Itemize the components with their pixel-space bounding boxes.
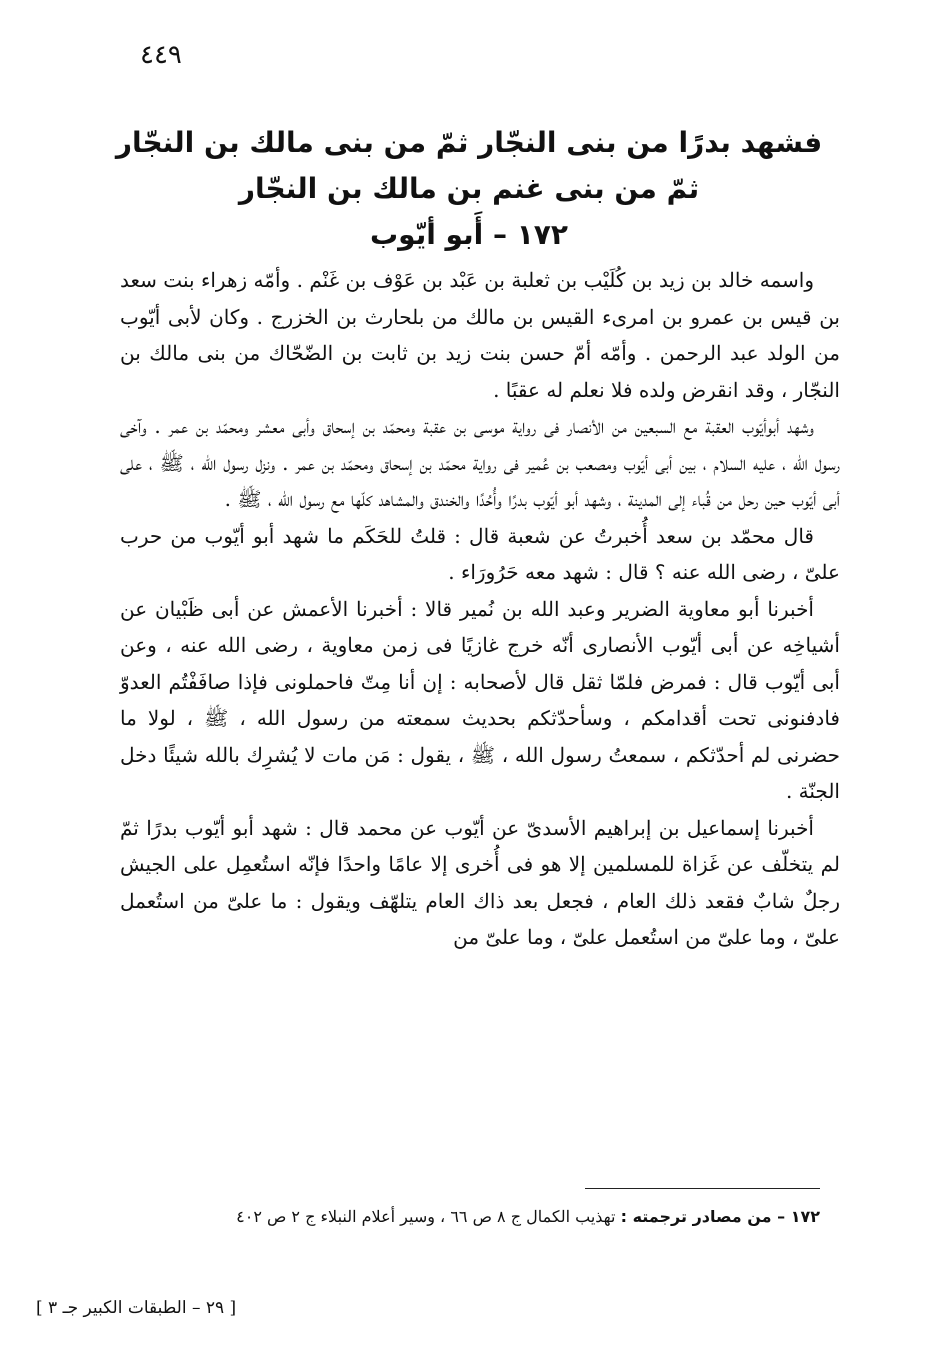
- paragraph: وشهد أبوأيّوب العقبة مع السبعين من الأنصار فى رواية موسى بن عقبة ومحمّد بن إسحاق وأبى معشر ومحمّد بن عمر . وآخى رسول الله ، عليه السلام ، بين أبى أيّوب ومصعب بن عُمير فى رواية محمّد بن إسحاق ومحمّد بن عمر . ونزل رسول الله ، ﷺ ، على أبى أيّوب حين رحل من قُباء إلى المدينة ، وشهد أبو أيّوب بدرًا وأُحُدًا والخندق والمشاهد كلّها مع رسول الله ، ﷺ .: [120, 414, 840, 511]
- footnote-label: ١٧٢ – من مصادر ترجمته :: [620, 1207, 820, 1226]
- printer-signature: [ ٢٩ – الطبقات الكبير جـ ٣ ]: [36, 1298, 237, 1318]
- section-heading-1: فشهد بدرًا من بنى النجّار ثمّ من بنى مالك بن النجّار: [115, 126, 823, 159]
- footnote-text: تهذيب الكمال ج ٨ ص ٦٦ ، وسير أعلام النبلاء ج ٢ ص ٤٠٢: [236, 1207, 616, 1226]
- paragraph: واسمه خالد بن زيد بن كُلَيْب بن ثعلبة بن عَبْد بن عَوْف بن غَنْم . وأمّه زهراء بنت سعد بن قيس بن عمرو بن امرىء القيس بن مالك من بلحارث بن الخزرج . وكان لأبى أيّوب من الولد عبد الرحمن . وأمّه أمّ حسن بنت زيد بن ثابت بن الضّحّاك من بنى مالك بن النجّار ، وقد انقرض ولده فلا نعلم له عقبًا .: [120, 268, 840, 402]
- paragraph: أخبرنا إسماعيل بن إبراهيم الأسدىّ عن أيّوب عن محمد قال : شهد أبو أيّوب بدرًا ثمّ لم يتخلّف عن غَزاة للمسلمين إلا هو فى أُخرى إلا عامًا واحدًا فإنّه استُعمِل على الجيش رجلٌ شابٌ فقعد ذلك العام ، فجعل بعد ذاك العام يتلهّف ويقول : ما علىّ من استُعمل علىّ ، وما علىّ من استُعمل علىّ ، وما علىّ من: [120, 815, 840, 949]
- page-number: ٤٤٩: [140, 40, 182, 70]
- main-text: [120, 262, 840, 956]
- footnote-divider: [585, 1188, 820, 1189]
- paragraph: قال محمّد بن سعد أُخبرتُ عن شعبة قال : قلتُ للحَكَم ما شهد أبو أيّوب من حرب علىّ ، رضى الله عنه ؟ قال : شهد معه حَرُورَاء .: [120, 523, 840, 584]
- footnote: [120, 1200, 820, 1234]
- paragraph: أخبرنا أبو معاوية الضرير وعبد الله بن نُمير قالا : أخبرنا الأعمش عن أبى ظَبْيان عن أشياخِه عن أبى أيّوب الأنصارى أنّه خرج غازيًا فى زمن معاوية ، رضى الله عنه ، وعن أبى أيّوب قال : فمرض فلمّا ثقل قال لأصحابه : إن أنا مِتّ فاحملونى فإذا صافَفْتُم العدوّ فادفنونى تحت أقدامكم ، وسأحدّثكم بحديث سمعته من رسول الله ، ﷺ ، لولا ما حضرنى لم أحدّثكم ، سمعتُ رسول الله ، ﷺ ، يقول : مَن مات لا يُشرِك بالله شيئًا دخل الجنّة .: [120, 596, 840, 803]
- entry-heading: ١٧٢ – أَبو أيّوب: [370, 218, 568, 251]
- section-heading-2: ثمّ من بنى غنم بن مالك بن النجّار: [238, 172, 700, 205]
- chapter-headings: [100, 120, 838, 258]
